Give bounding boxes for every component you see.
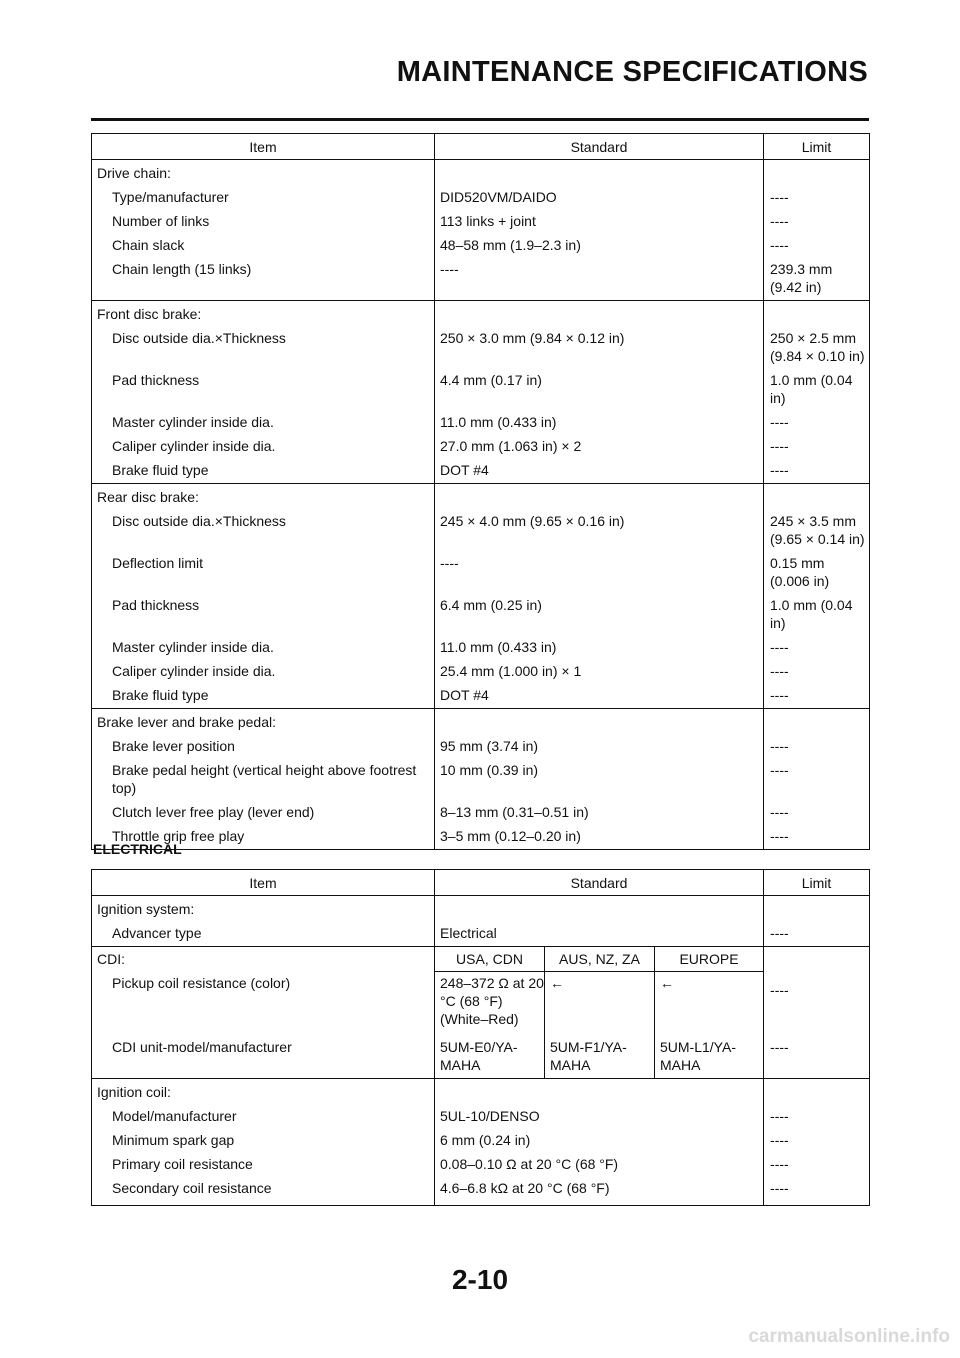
item-cell: Throttle grip free play	[92, 825, 435, 850]
table-row	[92, 759, 870, 801]
standard-cell: Electrical	[435, 922, 764, 947]
standard-cell: 5UL-10/DENSO	[435, 1105, 764, 1129]
item-cell: Brake fluid type	[92, 459, 435, 484]
table-row	[92, 552, 870, 594]
header-standard: Standard	[435, 870, 764, 896]
item-cell: Caliper cylinder inside dia.	[92, 435, 435, 459]
standard-cell: DOT #4	[435, 684, 764, 709]
item-cell: Brake fluid type	[92, 684, 435, 709]
item-cell: Model/manufacturer	[92, 1105, 435, 1129]
group-row-rear-brake	[92, 484, 870, 511]
item-cell: CDI unit-model/manufacturer	[92, 1032, 435, 1079]
limit-cell: ----	[764, 922, 870, 947]
limit-cell: ----	[764, 1129, 870, 1153]
group-row-front-brake	[92, 301, 870, 328]
group-label: Rear disc brake:	[92, 484, 435, 511]
item-cell: Deflection limit	[92, 552, 435, 594]
standard-cell: 25.4 mm (1.000 in) × 1	[435, 660, 764, 684]
standard-cell: 6 mm (0.24 in)	[435, 1129, 764, 1153]
standard-cell: 6.4 mm (0.25 in)	[435, 594, 764, 636]
standard-cell: 0.08–0.10 Ω at 20 °C (68 °F)	[435, 1153, 764, 1177]
standard-cell: 95 mm (3.74 in)	[435, 735, 764, 759]
group-label: Ignition coil:	[92, 1079, 435, 1106]
group-row-lever-pedal	[92, 709, 870, 736]
table-row	[92, 1129, 870, 1153]
table-row	[92, 459, 870, 484]
header-limit: Limit	[764, 134, 870, 160]
standard-cell-usa: 248–372 Ω at 20 °C (68 °F) (White–Red)	[435, 972, 545, 1033]
standard-cell: ----	[435, 552, 764, 594]
region-header-usa: USA, CDN	[435, 947, 545, 972]
table-row	[92, 1105, 870, 1129]
table-row	[92, 510, 870, 552]
table-row	[92, 1032, 870, 1079]
table-header-row	[92, 134, 870, 160]
standard-cell: 4.4 mm (0.17 in)	[435, 369, 764, 411]
standard-cell: 3–5 mm (0.12–0.20 in)	[435, 825, 764, 850]
item-cell: Master cylinder inside dia.	[92, 636, 435, 660]
item-cell: Brake pedal height (vertical height above footrest top)	[92, 759, 435, 801]
item-cell: Advancer type	[92, 922, 435, 947]
table-row	[92, 825, 870, 850]
limit-cell: ----	[764, 1032, 870, 1079]
item-cell: Chain slack	[92, 234, 435, 258]
limit-cell: ----	[764, 1105, 870, 1129]
item-cell: Master cylinder inside dia.	[92, 411, 435, 435]
table-row	[92, 435, 870, 459]
item-cell: Disc outside dia.×Thickness	[92, 327, 435, 369]
table-row	[92, 636, 870, 660]
table-row	[92, 660, 870, 684]
item-cell: Number of links	[92, 210, 435, 234]
item-cell: Pickup coil resistance (color)	[92, 972, 435, 1033]
limit-cell: ----	[764, 684, 870, 709]
table-header-row	[92, 870, 870, 896]
item-cell: Secondary coil resistance	[92, 1177, 435, 1206]
watermark: carmanualsonline.info	[748, 1326, 950, 1347]
item-cell: Primary coil resistance	[92, 1153, 435, 1177]
group-label: Brake lever and brake pedal:	[92, 709, 435, 736]
limit-cell: ----	[764, 735, 870, 759]
section-heading-electrical: ELECTRICAL	[93, 841, 182, 857]
chassis-spec-table	[91, 133, 870, 850]
item-cell: Brake lever position	[92, 735, 435, 759]
group-label: CDI:	[92, 947, 435, 972]
standard-cell-aus: 5UM-F1/YA-MAHA	[545, 1032, 655, 1079]
page-title: MAINTENANCE SPECIFICATIONS	[396, 56, 868, 88]
limit-cell: ----	[764, 825, 870, 850]
limit-cell: 0.15 mm (0.006 in)	[764, 552, 870, 594]
limit-cell: ----	[764, 660, 870, 684]
item-cell: Type/manufacturer	[92, 186, 435, 210]
limit-cell: ----	[764, 1153, 870, 1177]
standard-cell: 250 × 3.0 mm (9.84 × 0.12 in)	[435, 327, 764, 369]
limit-cell: ----	[764, 759, 870, 801]
table-row	[92, 801, 870, 825]
standard-cell: 27.0 mm (1.063 in) × 2	[435, 435, 764, 459]
limit-cell: ----	[764, 947, 870, 1033]
group-row-drive-chain	[92, 160, 870, 187]
group-label: Ignition system:	[92, 896, 435, 923]
limit-cell: ----	[764, 1177, 870, 1206]
limit-cell: ----	[764, 435, 870, 459]
group-row-ignition-system	[92, 896, 870, 923]
item-cell: Chain length (15 links)	[92, 258, 435, 301]
standard-cell: 11.0 mm (0.433 in)	[435, 636, 764, 660]
limit-cell: ----	[764, 210, 870, 234]
limit-cell: ----	[764, 459, 870, 484]
limit-cell: ----	[764, 801, 870, 825]
page-number: 2-10	[451, 1264, 509, 1295]
standard-cell: 4.6–6.8 kΩ at 20 °C (68 °F)	[435, 1177, 764, 1206]
table-row	[92, 1153, 870, 1177]
header-limit: Limit	[764, 870, 870, 896]
table-row	[92, 922, 870, 947]
electrical-spec-table	[91, 869, 870, 1206]
limit-cell: 1.0 mm (0.04 in)	[764, 369, 870, 411]
table-row	[92, 369, 870, 411]
standard-cell-aus: ←	[545, 972, 655, 1033]
table-row	[92, 594, 870, 636]
table-row	[92, 684, 870, 709]
item-cell: Disc outside dia.×Thickness	[92, 510, 435, 552]
limit-cell: ----	[764, 411, 870, 435]
limit-cell: ----	[764, 636, 870, 660]
standard-cell: ----	[435, 258, 764, 301]
item-cell: Pad thickness	[92, 369, 435, 411]
standard-cell: 48–58 mm (1.9–2.3 in)	[435, 234, 764, 258]
standard-cell-europe: 5UM-L1/YA-MAHA	[655, 1032, 764, 1079]
table-row	[92, 234, 870, 258]
title-rule	[91, 118, 869, 121]
table-row	[92, 327, 870, 369]
header-item: Item	[92, 134, 435, 160]
table-row	[92, 1177, 870, 1206]
limit-cell: 245 × 3.5 mm (9.65 × 0.14 in)	[764, 510, 870, 552]
item-cell: Caliper cylinder inside dia.	[92, 660, 435, 684]
table-row	[92, 972, 870, 1033]
table-row	[92, 186, 870, 210]
standard-cell-europe: ←	[655, 972, 764, 1033]
standard-cell: 245 × 4.0 mm (9.65 × 0.16 in)	[435, 510, 764, 552]
limit-cell: 250 × 2.5 mm (9.84 × 0.10 in)	[764, 327, 870, 369]
region-header-europe: EUROPE	[655, 947, 764, 972]
standard-cell: DID520VM/DAIDO	[435, 186, 764, 210]
item-cell: Minimum spark gap	[92, 1129, 435, 1153]
item-cell: Clutch lever free play (lever end)	[92, 801, 435, 825]
standard-cell: 11.0 mm (0.433 in)	[435, 411, 764, 435]
group-label: Front disc brake:	[92, 301, 435, 328]
table-row	[92, 411, 870, 435]
standard-cell-usa: 5UM-E0/YA-MAHA	[435, 1032, 545, 1079]
standard-cell: 10 mm (0.39 in)	[435, 759, 764, 801]
item-cell: Pad thickness	[92, 594, 435, 636]
header-item: Item	[92, 870, 435, 896]
header-standard: Standard	[435, 134, 764, 160]
region-header-aus: AUS, NZ, ZA	[545, 947, 655, 972]
table-row	[92, 735, 870, 759]
limit-cell: ----	[764, 186, 870, 210]
group-row-cdi	[92, 947, 870, 972]
table-row	[92, 258, 870, 301]
standard-cell: DOT #4	[435, 459, 764, 484]
table-row	[92, 210, 870, 234]
standard-cell: 113 links + joint	[435, 210, 764, 234]
standard-cell: 8–13 mm (0.31–0.51 in)	[435, 801, 764, 825]
limit-cell: 1.0 mm (0.04 in)	[764, 594, 870, 636]
limit-cell: 239.3 mm (9.42 in)	[764, 258, 870, 301]
group-row-ignition-coil	[92, 1079, 870, 1106]
group-label: Drive chain:	[92, 160, 435, 187]
limit-cell: ----	[764, 234, 870, 258]
